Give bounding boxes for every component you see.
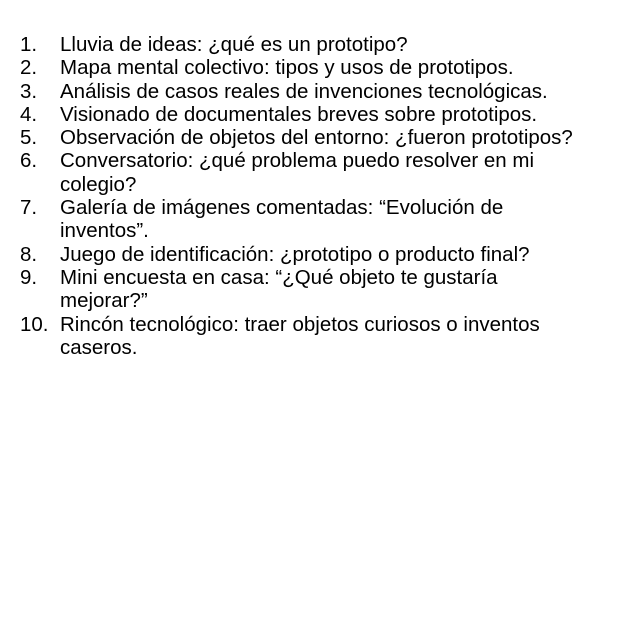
list-item-number: 2.: [20, 56, 38, 80]
list-item-number: 8.: [20, 242, 38, 266]
list-item-text: Juego de identificación: ¿prototipo o producto final?: [60, 242, 530, 266]
list-item: [20, 80, 630, 103]
list-item: [20, 103, 630, 126]
list-item: [20, 313, 630, 360]
list-item: [20, 126, 630, 149]
list-item-text: Mapa mental colectivo: tipos y usos de prototipos.: [60, 56, 514, 80]
list-item: [20, 196, 630, 243]
list-item-text: Mini encuesta en casa: “¿Qué objeto te gustaría mejorar?”: [60, 265, 498, 313]
list-item-number: 4.: [20, 102, 38, 126]
list-item: [20, 33, 630, 56]
list-item-text: Rincón tecnológico: traer objetos curiosos o inventos caseros.: [60, 312, 540, 359]
list-item-text: Análisis de casos reales de invenciones tecnológicas.: [60, 79, 548, 103]
list-item-text: Visionado de documentales breves sobre prototipos.: [60, 102, 538, 126]
list-item-number: 3.: [20, 79, 38, 103]
list-item-number: 1.: [20, 33, 38, 56]
list-item-text: Observación de objetos del entorno: ¿fueron prototipos?: [60, 126, 573, 150]
activity-list: [20, 33, 630, 359]
list-item-number: 6.: [20, 149, 38, 173]
list-item-number: 7.: [20, 196, 38, 220]
list-item: [20, 266, 630, 313]
list-item: [20, 149, 630, 196]
list-item-text: Lluvia de ideas: ¿qué es un prototipo?: [60, 33, 408, 56]
list-item-number: 5.: [20, 126, 38, 150]
list-item-number: 9.: [20, 265, 38, 289]
list-item: [20, 243, 630, 266]
list-item: [20, 56, 630, 79]
list-item-number: 10.: [20, 312, 49, 336]
list-item-text: Conversatorio: ¿qué problema puedo resolver en mi colegio?: [60, 149, 535, 196]
list-item-text: Galería de imágenes comentadas: “Evolución de inventos”.: [60, 196, 504, 243]
